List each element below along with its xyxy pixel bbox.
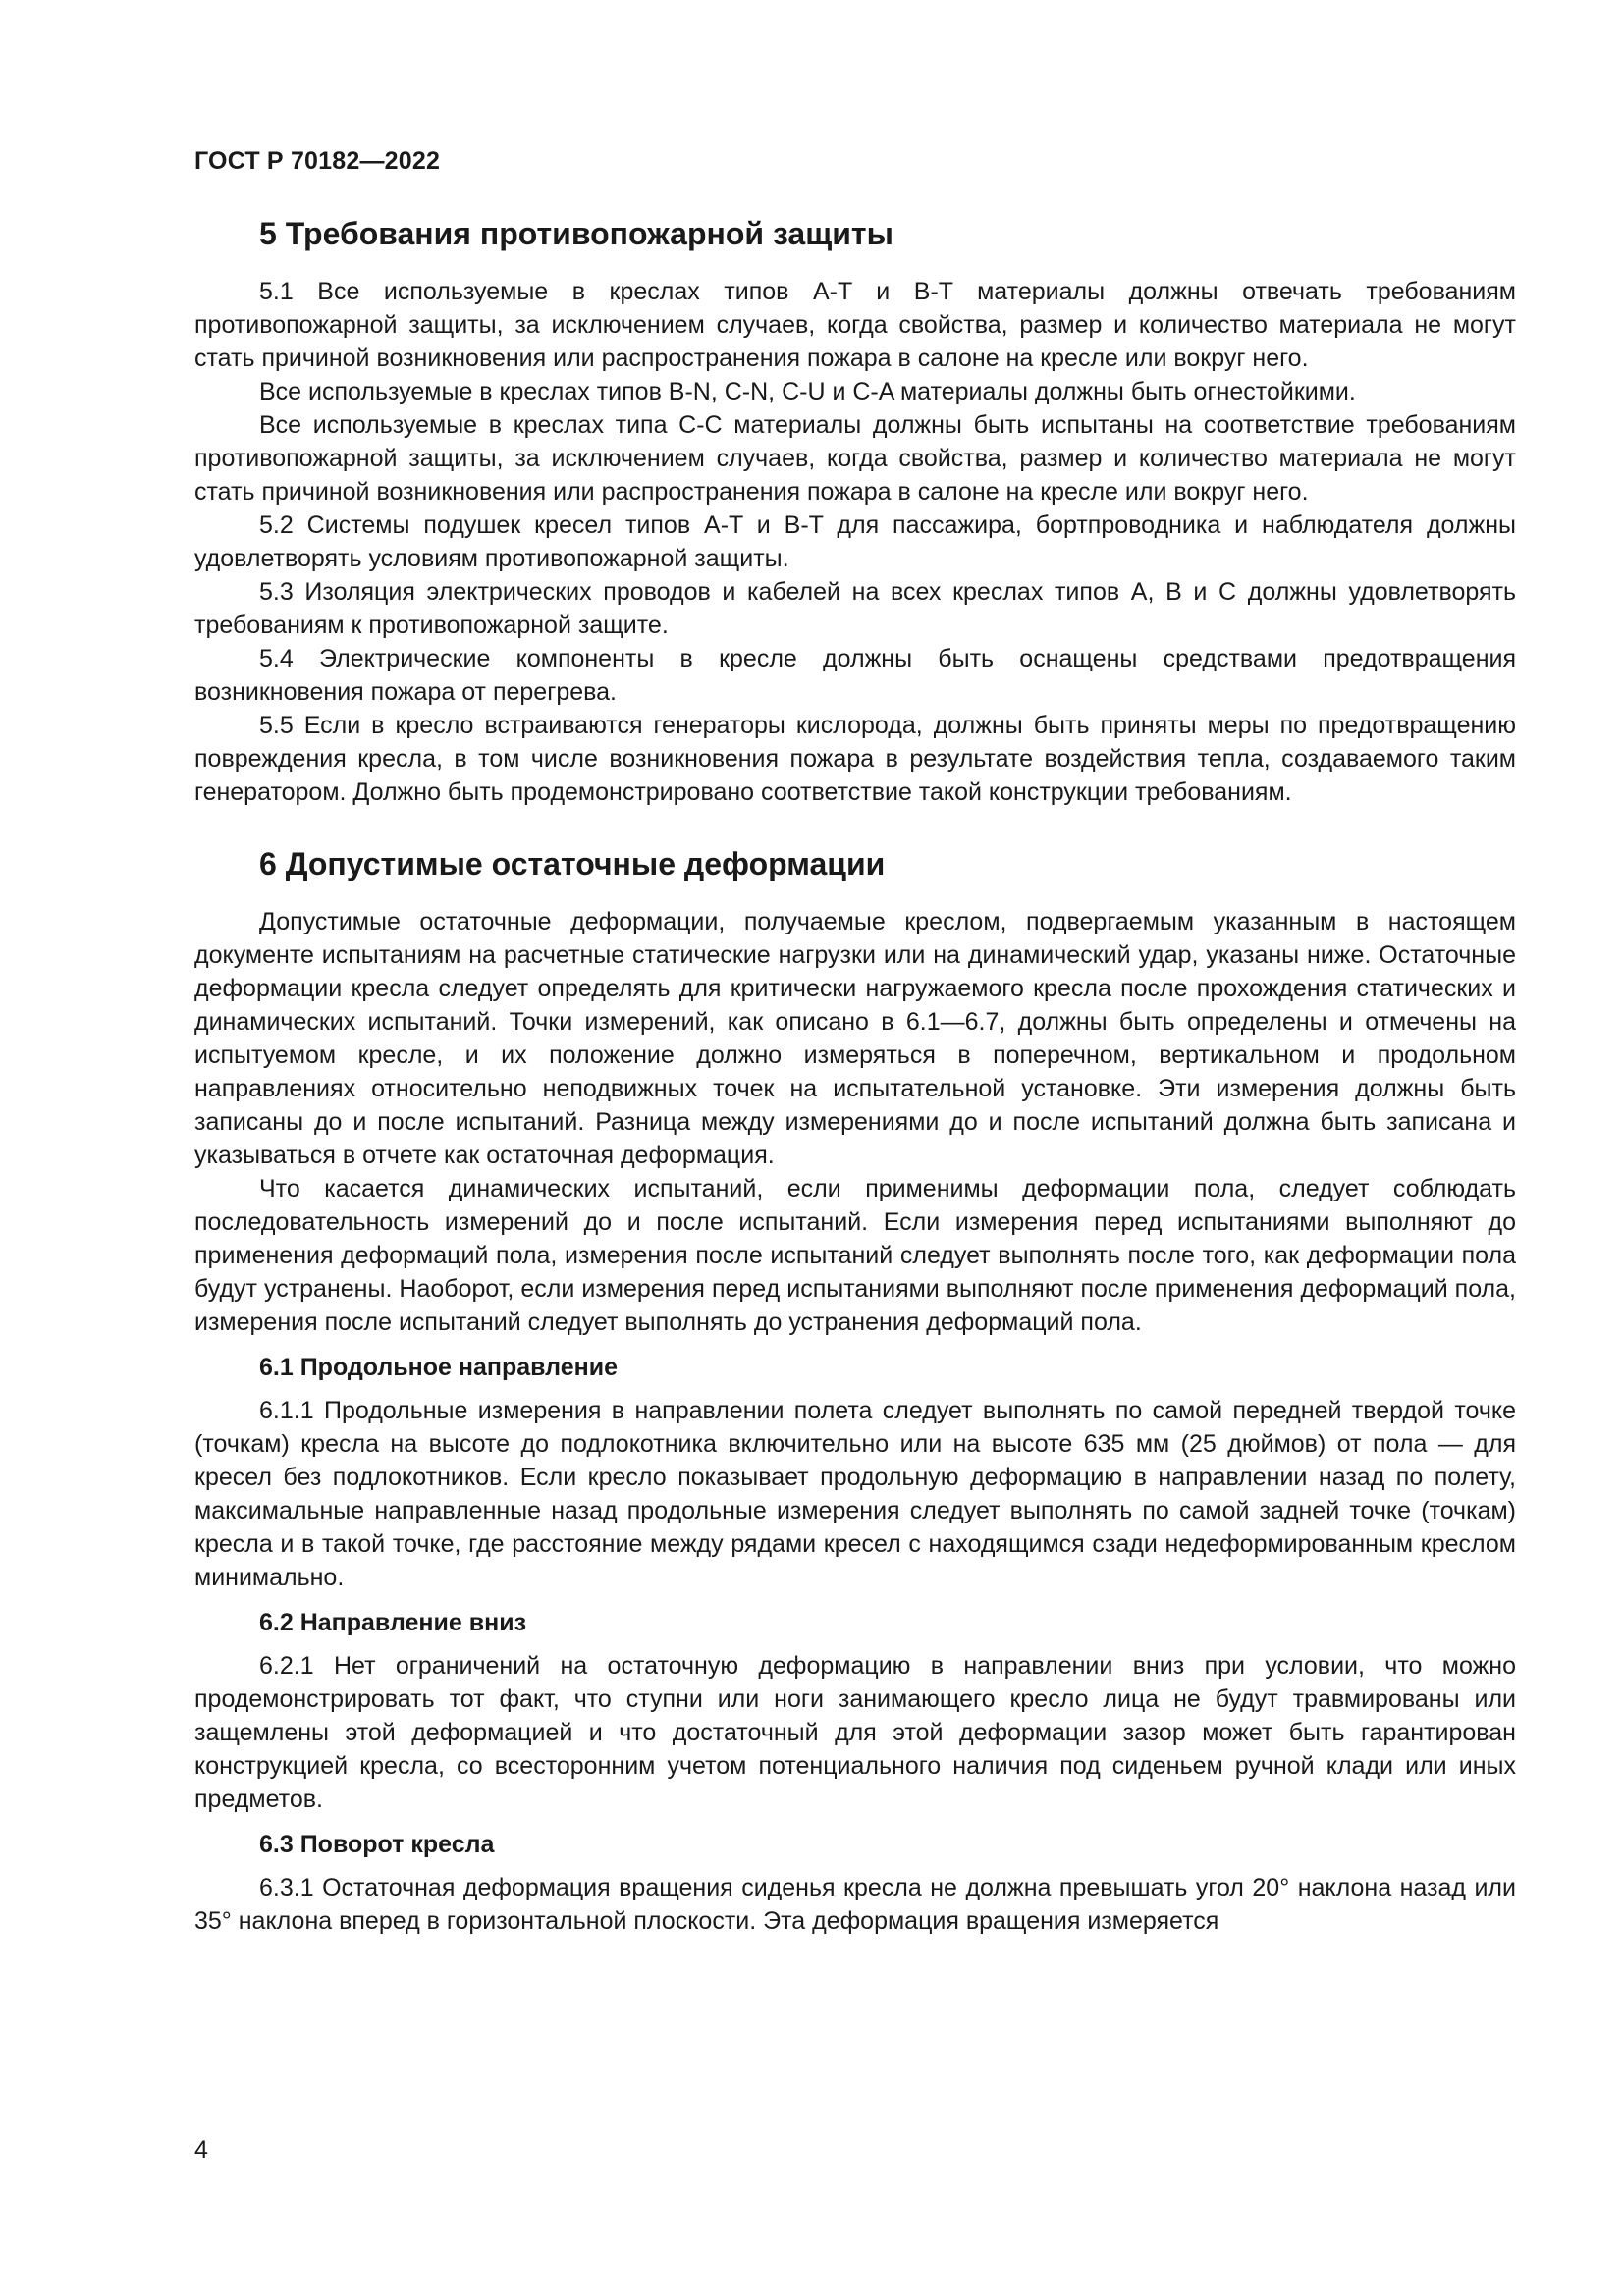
paragraph-6-3-1: 6.3.1 Остаточная деформация вращения сиденья кресла не должна превышать угол 20° наклона назад или 35° наклона вперед в горизонтальной плоскости. Эта деформация вращения измеряется [194, 1874, 1516, 1935]
page-number: 4 [194, 2136, 208, 2163]
document-id-header: ГОСТ Р 70182—2022 [194, 147, 441, 175]
paragraph-6-2-1: 6.2.1 Нет ограничений на остаточную деформацию в направлении вниз при условии, что можно продемонстрировать тот факт, что ступни или ноги занимающего кресло лица не будут травмированы или защемлены этой деформацией и что достаточный для этой деформации зазор может быть гарантирован конструкцией кресла, со всесторонним учетом потенциального наличия под сиденьем ручной клади или иных предметов. [194, 1652, 1516, 1813]
subsection-6-3-title: 6.3 Поворот кресла [259, 1831, 495, 1858]
page-content [194, 214, 1516, 1938]
paragraph-5-5: 5.5 Если в кресло встраиваются генераторы кислорода, должны быть приняты меры по предотвращению повреждения кресла, в том числе возникновения пожара в результате воздействия тепла, создаваемого таким генератором. Должно быть продемонстрировано соответствие такой конструкции требованиям. [194, 712, 1516, 806]
section-5-title: 5 Требования противопожарной защиты [259, 216, 893, 251]
paragraph-5-1: 5.1 Все используемые в креслах типов A-T и B-T материалы должны отвечать требованиям противопожарной защиты, за исключением случаев, когда свойства, размер и количество материала не могут стать причиной возникновения или распространения пожара в салоне на кресле или вокруг него. [194, 278, 1516, 372]
subsection-6-2-title: 6.2 Направление вниз [259, 1609, 527, 1636]
paragraph-5-3: 5.3 Изоляция электрических проводов и кабелей на всех креслах типов A, B и C должны удовлетворять требованиям к противопожарной защите. [194, 578, 1516, 639]
paragraph-6-dynamic: Что касается динамических испытаний, если применимы деформации пола, следует соблюдать последовательность измерений до и после испытаний. Если измерения перед испытаниями выполняют до применения деформаций пола, измерения после испытаний следует выполнять после того, как деформации пола будут устранены. Наоборот, если измерения перед испытаниями выполняют после применения деформаций пола, измерения после испытаний следует выполнять до устранения деформаций пола. [194, 1175, 1516, 1336]
paragraph-5-2: 5.2 Системы подушек кресел типов A-T и B-T для пассажира, бортпроводника и наблюдателя должны удовлетворять условиям противопожарной защиты. [194, 511, 1516, 572]
paragraph-5-1-b: Все используемые в креслах типов B-N, C-N, C-U и C-A материалы должны быть огнестойкими. [259, 378, 1356, 405]
section-6-title: 6 Допустимые остаточные деформации [259, 846, 886, 881]
paragraph-6-1-1: 6.1.1 Продольные измерения в направлении полета следует выполнять по самой передней твердой точке (точкам) кресла на высоте до подлокотника включительно или на высоте 635 мм (25 дюймов) от пола — для кресел без подлокотников. Если кресло показывает продольную деформацию в направлении назад по полету, максимальные направленные назад продольные измерения следует выполнять по самой задней точке (точкам) кресла и в такой точке, где расстояние между рядами кресел с находящимся сзади недеформированным креслом минимально. [194, 1397, 1516, 1591]
subsection-6-1-title: 6.1 Продольное направление [259, 1354, 619, 1381]
paragraph-6-intro: Допустимые остаточные деформации, получаемые креслом, подвергаемым указанным в настоящем документе испытаниям на расчетные статические нагрузки или на динамический удар, указаны ниже. Остаточные деформации кресла следует определять для критически нагружаемого кресла после прохождения статических и динамических испытаний. Точки измерений, как описано в 6.1—6.7, должны быть определены и отмечены на испытуемом кресле, и их положение должно измеряться в поперечном, вертикальном и продольном направлениях относительно неподвижных точек на испытательной установке. Эти измерения должны быть записаны до и после испытаний. Разница между измерениями до и после испытаний должна быть записана и указываться в отчете как остаточная деформация. [194, 908, 1516, 1169]
paragraph-5-4: 5.4 Электрические компоненты в кресле должны быть оснащены средствами предотвращения возникновения пожара от перегрева. [194, 645, 1516, 706]
paragraph-5-1-c: Все используемые в креслах типа C-C материалы должны быть испытаны на соответствие требованиям противопожарной защиты, за исключением случаев, когда свойства, размер и количество материала не могут стать причиной возникновения или распространения пожара в салоне на кресле или вокруг него. [194, 411, 1516, 506]
